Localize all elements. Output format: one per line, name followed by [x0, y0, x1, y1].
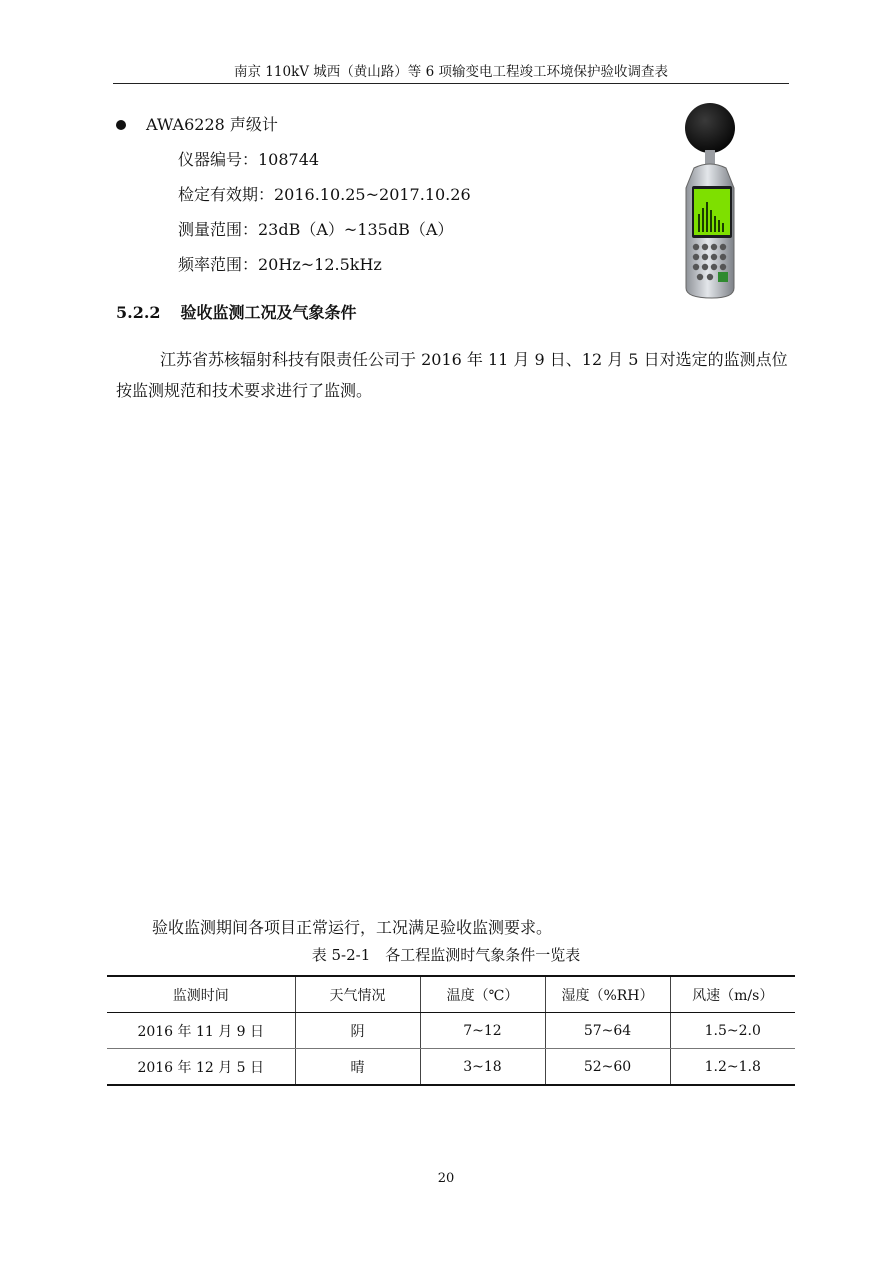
- operating-status-paragraph: 验收监测期间各项目正常运行，工况满足验收监测要求。: [152, 918, 553, 937]
- instrument-serial: 仪器编号：108744: [178, 150, 320, 169]
- section-number: 5.2.2: [116, 303, 161, 322]
- table-row: [107, 1013, 795, 1049]
- instrument-frequency: 频率范围：20Hz~12.5kHz: [178, 255, 382, 274]
- header-cell: 天气情况: [295, 976, 420, 1013]
- header-divider: [113, 83, 789, 84]
- header-cell: 湿度（%RH）: [545, 976, 670, 1013]
- section-title: 验收监测工况及气象条件: [180, 303, 357, 322]
- header-cell: 风速（m/s）: [670, 976, 795, 1013]
- monitoring-paragraph: 江苏省苏核辐射科技有限责任公司于 2016 年 11 月 9 日、12 月 5 日对选定的监测点位按监测规范和技术要求进行了监测。: [116, 350, 788, 400]
- header-cell: 监测时间: [107, 976, 295, 1013]
- table-cell: 1.2~1.8: [670, 1049, 795, 1086]
- section-heading: [116, 301, 357, 325]
- page-number: 20: [437, 1171, 455, 1186]
- weather-conditions-table: [107, 975, 795, 1086]
- instrument-name: AWA6228 声级计: [146, 115, 278, 134]
- table-cell: 2016 年 11 月 9 日: [107, 1013, 295, 1049]
- page-header: 南京 110kV 城西（黄山路）等 6 项输变电工程竣工环境保护验收调查表: [234, 64, 668, 80]
- instrument-range: 测量范围：23dB（A）~135dB（A）: [178, 220, 454, 239]
- table-cell: 1.5~2.0: [670, 1013, 795, 1049]
- table-cell: 57~64: [545, 1013, 670, 1049]
- instrument-validity: 检定有效期：2016.10.25~2017.10.26: [178, 185, 471, 204]
- sound-level-meter-image: [672, 102, 752, 302]
- table-cell: 阴: [295, 1013, 420, 1049]
- header-cell: 温度（℃）: [420, 976, 545, 1013]
- table-cell: 2016 年 12 月 5 日: [107, 1049, 295, 1086]
- table-cell: 晴: [295, 1049, 420, 1086]
- table-row: [107, 1049, 795, 1086]
- table-caption: 表 5-2-1 各工程监测时气象条件一览表: [311, 946, 581, 964]
- table-cell: 52~60: [545, 1049, 670, 1086]
- table-cell: 3~18: [420, 1049, 545, 1086]
- table-cell: 7~12: [420, 1013, 545, 1049]
- table-header-row: [107, 976, 795, 1013]
- bullet-icon: [116, 120, 126, 130]
